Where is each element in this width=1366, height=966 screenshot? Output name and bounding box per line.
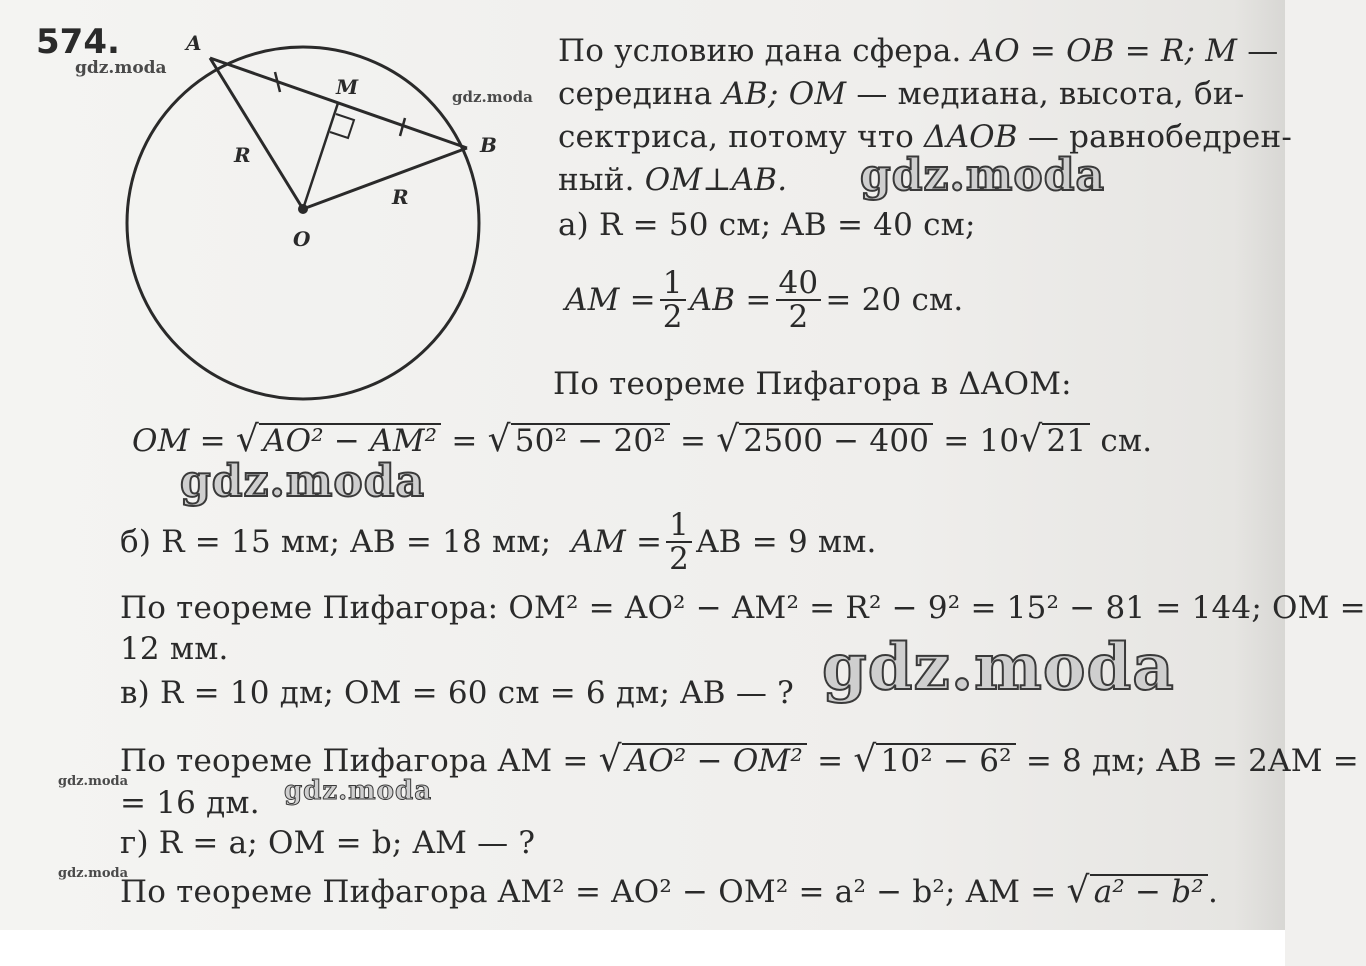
part-a-am: AM = $\frac{1}{2}$ AB = $\frac{40}{2}$ = 20 см. [565,265,964,335]
watermark-large: gdz.moda [860,150,1106,201]
watermark-large: gdz.moda [180,456,426,507]
center-point [298,204,308,214]
sphere-circle [127,47,479,399]
label-r-oa: R [234,143,251,167]
part-c-given: в) R = 10 дм; OM = 60 см = 6 дм; AB — ? [120,675,794,711]
part-a-pythagoras: По теореме Пифагора в ΔAOM: [553,366,1072,402]
label-m: M [336,75,359,99]
part-a-om: OM = √ AO² − AM² = √ 50² − 20² = √ 2500 − 400 = 10√ 21 см. [132,419,1153,460]
part-b-pythagoras: По теореме Пифагора: OM² = AO² − AM² = R² − 9² = 15² − 81 = 144; OM = [120,590,1366,626]
fraction-half: $\frac{1}{2}$ [666,509,692,575]
segment-ob [303,148,467,209]
part-a-given: а) R = 50 см; AB = 40 см; [558,207,976,243]
part-c-pythagoras: По теореме Пифагора AM = √ AO² − OM² = √ 10² − 6² = 8 дм; AB = 2AM = [120,739,1359,780]
label-b: B [480,133,497,157]
bottom-margin [0,930,1285,966]
segment-oa [210,58,303,209]
intro-line-1: По условию дана сфера. AO = OB = R; M — [558,33,1279,69]
label-r-ob: R [392,185,409,209]
label-a: A [186,31,202,55]
watermark-large: gdz.moda [284,776,433,806]
watermark-small: gdz.moda [58,774,129,789]
sphere-figure [110,28,510,398]
intro-line-4: ный. OM⊥AB. [558,162,788,198]
part-c-result: = 16 дм. [120,785,260,821]
watermark-small: gdz.moda [58,866,129,881]
label-o: O [293,227,311,251]
watermark-small: gdz.moda [75,58,167,78]
problem-number: 574. [36,22,120,62]
part-b-result: 12 мм. [120,631,229,667]
segment-om [303,103,338,209]
part-d-given: г) R = a; OM = b; AM — ? [120,825,536,861]
fraction-40-2: $\frac{40}{2}$ [776,267,822,333]
watermark-small: gdz.moda [452,88,533,106]
part-d-pythagoras: По теореме Пифагора AM² = AO² − OM² = a² − b²; AM = √ a² − b² . [120,870,1219,911]
intro-line-2: середина AB; OM — медиана, высота, би- [558,76,1245,112]
intro-line-3: сектриса, потому что ΔAOB — равнобедрен- [558,119,1293,155]
watermark-large: gdz.moda [822,630,1175,705]
fraction-half: $\frac{1}{2}$ [660,267,686,333]
part-b-given: б) R = 15 мм; AB = 18 мм; AM = $\frac{1}{2}$ AB = 9 мм. [120,507,877,577]
